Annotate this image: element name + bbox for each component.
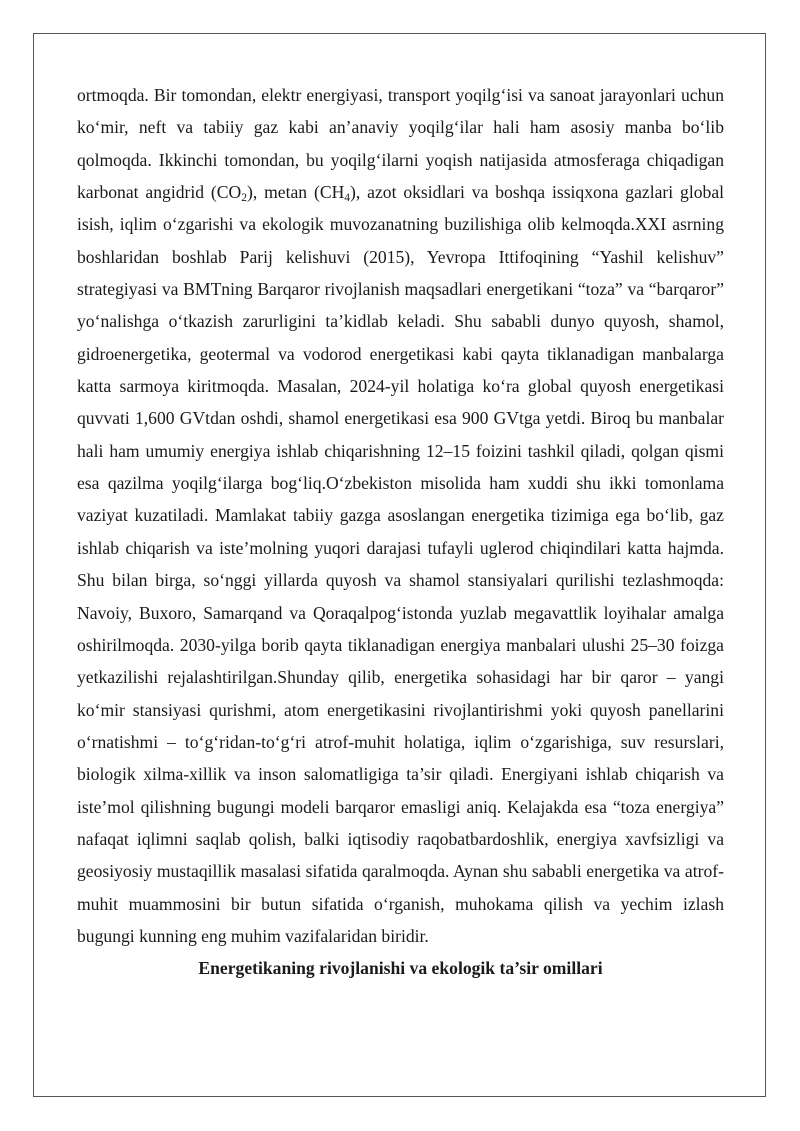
paragraph-text-part-2: ), metan (CH — [246, 182, 345, 203]
section-heading: Energetikaning rivojlanishi va ekologik ta’sir omillari — [198, 958, 603, 979]
paragraph-text-part-1: ortmoqda. Bir tomondan, elektr energiyasi, transport yoqilg‘isi va sanoat jarayonlari uchun ko‘mir, neft va tabiiy gaz kabi an’anaviy yoqilg‘ilar hali ham asosiy manba bo‘lib qolmoqda. Ikkinchi tomondan, bu yoqilg‘ilarni yoqish natijasida atmosferaga chiqadigan karbonat angidrid (CO — [77, 85, 724, 203]
body-paragraph — [77, 79, 724, 952]
ch4-subscript: 4 — [344, 192, 351, 205]
paragraph-text-part-3: ), azot oksidlari va boshqa issiqxona gazlari global isish, iqlim o‘zgarishi va ekologik muvozanatning buzilishiga olib kelmoqda.XXI asrning boshlaridan boshlab Parij kelishuvi (2015), Yevropa Ittifoqining “Yashil kelishuv” strategiyasi va BMTning Barqaror rivojlanish maqsadlari energetikani “toza” va “barqaror” yo‘nalishga o‘tkazish zarurligini ta’kidlab keladi. Shu sababli dunyo quyosh, shamol, gidroenergetika, geotermal va vodorod energetikasi kabi qayta tiklanadigan manbalarga katta sarmoya kiritmoqda. Masalan, 2024-yil holatiga ko‘ra global quyosh energetikasi quvvati 1,600 GVtdan oshdi, shamol energetikasi esa 900 GVtga yetdi. Biroq bu manbalar hali ham umumiy energiya ishlab chiqarishning 12–15 foizini tashkil qiladi, qolgan qismi esa qazilma yoqilg‘ilarga bog‘liq.O‘zbekiston misolida ham xuddi shu ikki tomonlama vaziyat kuzatiladi. Mamlakat tabiiy gazga asoslangan energetika tizimiga ega bo‘lib, gaz ishlab chiqarish va iste’molning yuqori darajasi tufayli uglerod chiqindilari katta hajmda. Shu bilan birga, so‘nggi yillarda quyosh va shamol stansiyalari qurilishi tezlashmoqda: Navoiy, Buxoro, Samarqand va Qoraqalpog‘istonda yuzlab megavattlik loyihalar amalga oshirilmoqda. 2030-yilga borib qayta tiklanadigan energiya manbalari ulushi 25–30 foizga yetkazilishi rejalashtirilgan.Shunday qilib, energetika sohasidagi har bir qaror – yangi ko‘mir stansiyasi qurishmi, atom energetikasini rivojlantirishmi yoki quyosh panellarini o‘rnatishmi – to‘g‘ridan-to‘g‘ri atrof-muhit holatiga, iqlim o‘zgarishiga, suv resurslari, biologik xilma-xillik va inson salomatligiga ta’sir qiladi. Energiyani ishlab chiqarish va iste’mol qilishning bugungi modeli barqaror emasligi aniq. Kelajakda esa “toza energiya” nafaqat iqlimni saqlab qolish, balki iqtisodiy raqobatbardoshlik, energiya xavfsizligi va geosiyosiy mustaqillik masalasi sifatida qaralmoqda. Aynan shu sababli energetika va atrof-muhit muammosini bir butun sifatida o‘rganish, muhokama qilish va yechim izlash bugungi kunning eng muhim vazifalaridan biridir. — [77, 182, 725, 946]
co2-subscript: 2 — [241, 192, 247, 205]
document-content — [77, 79, 724, 985]
